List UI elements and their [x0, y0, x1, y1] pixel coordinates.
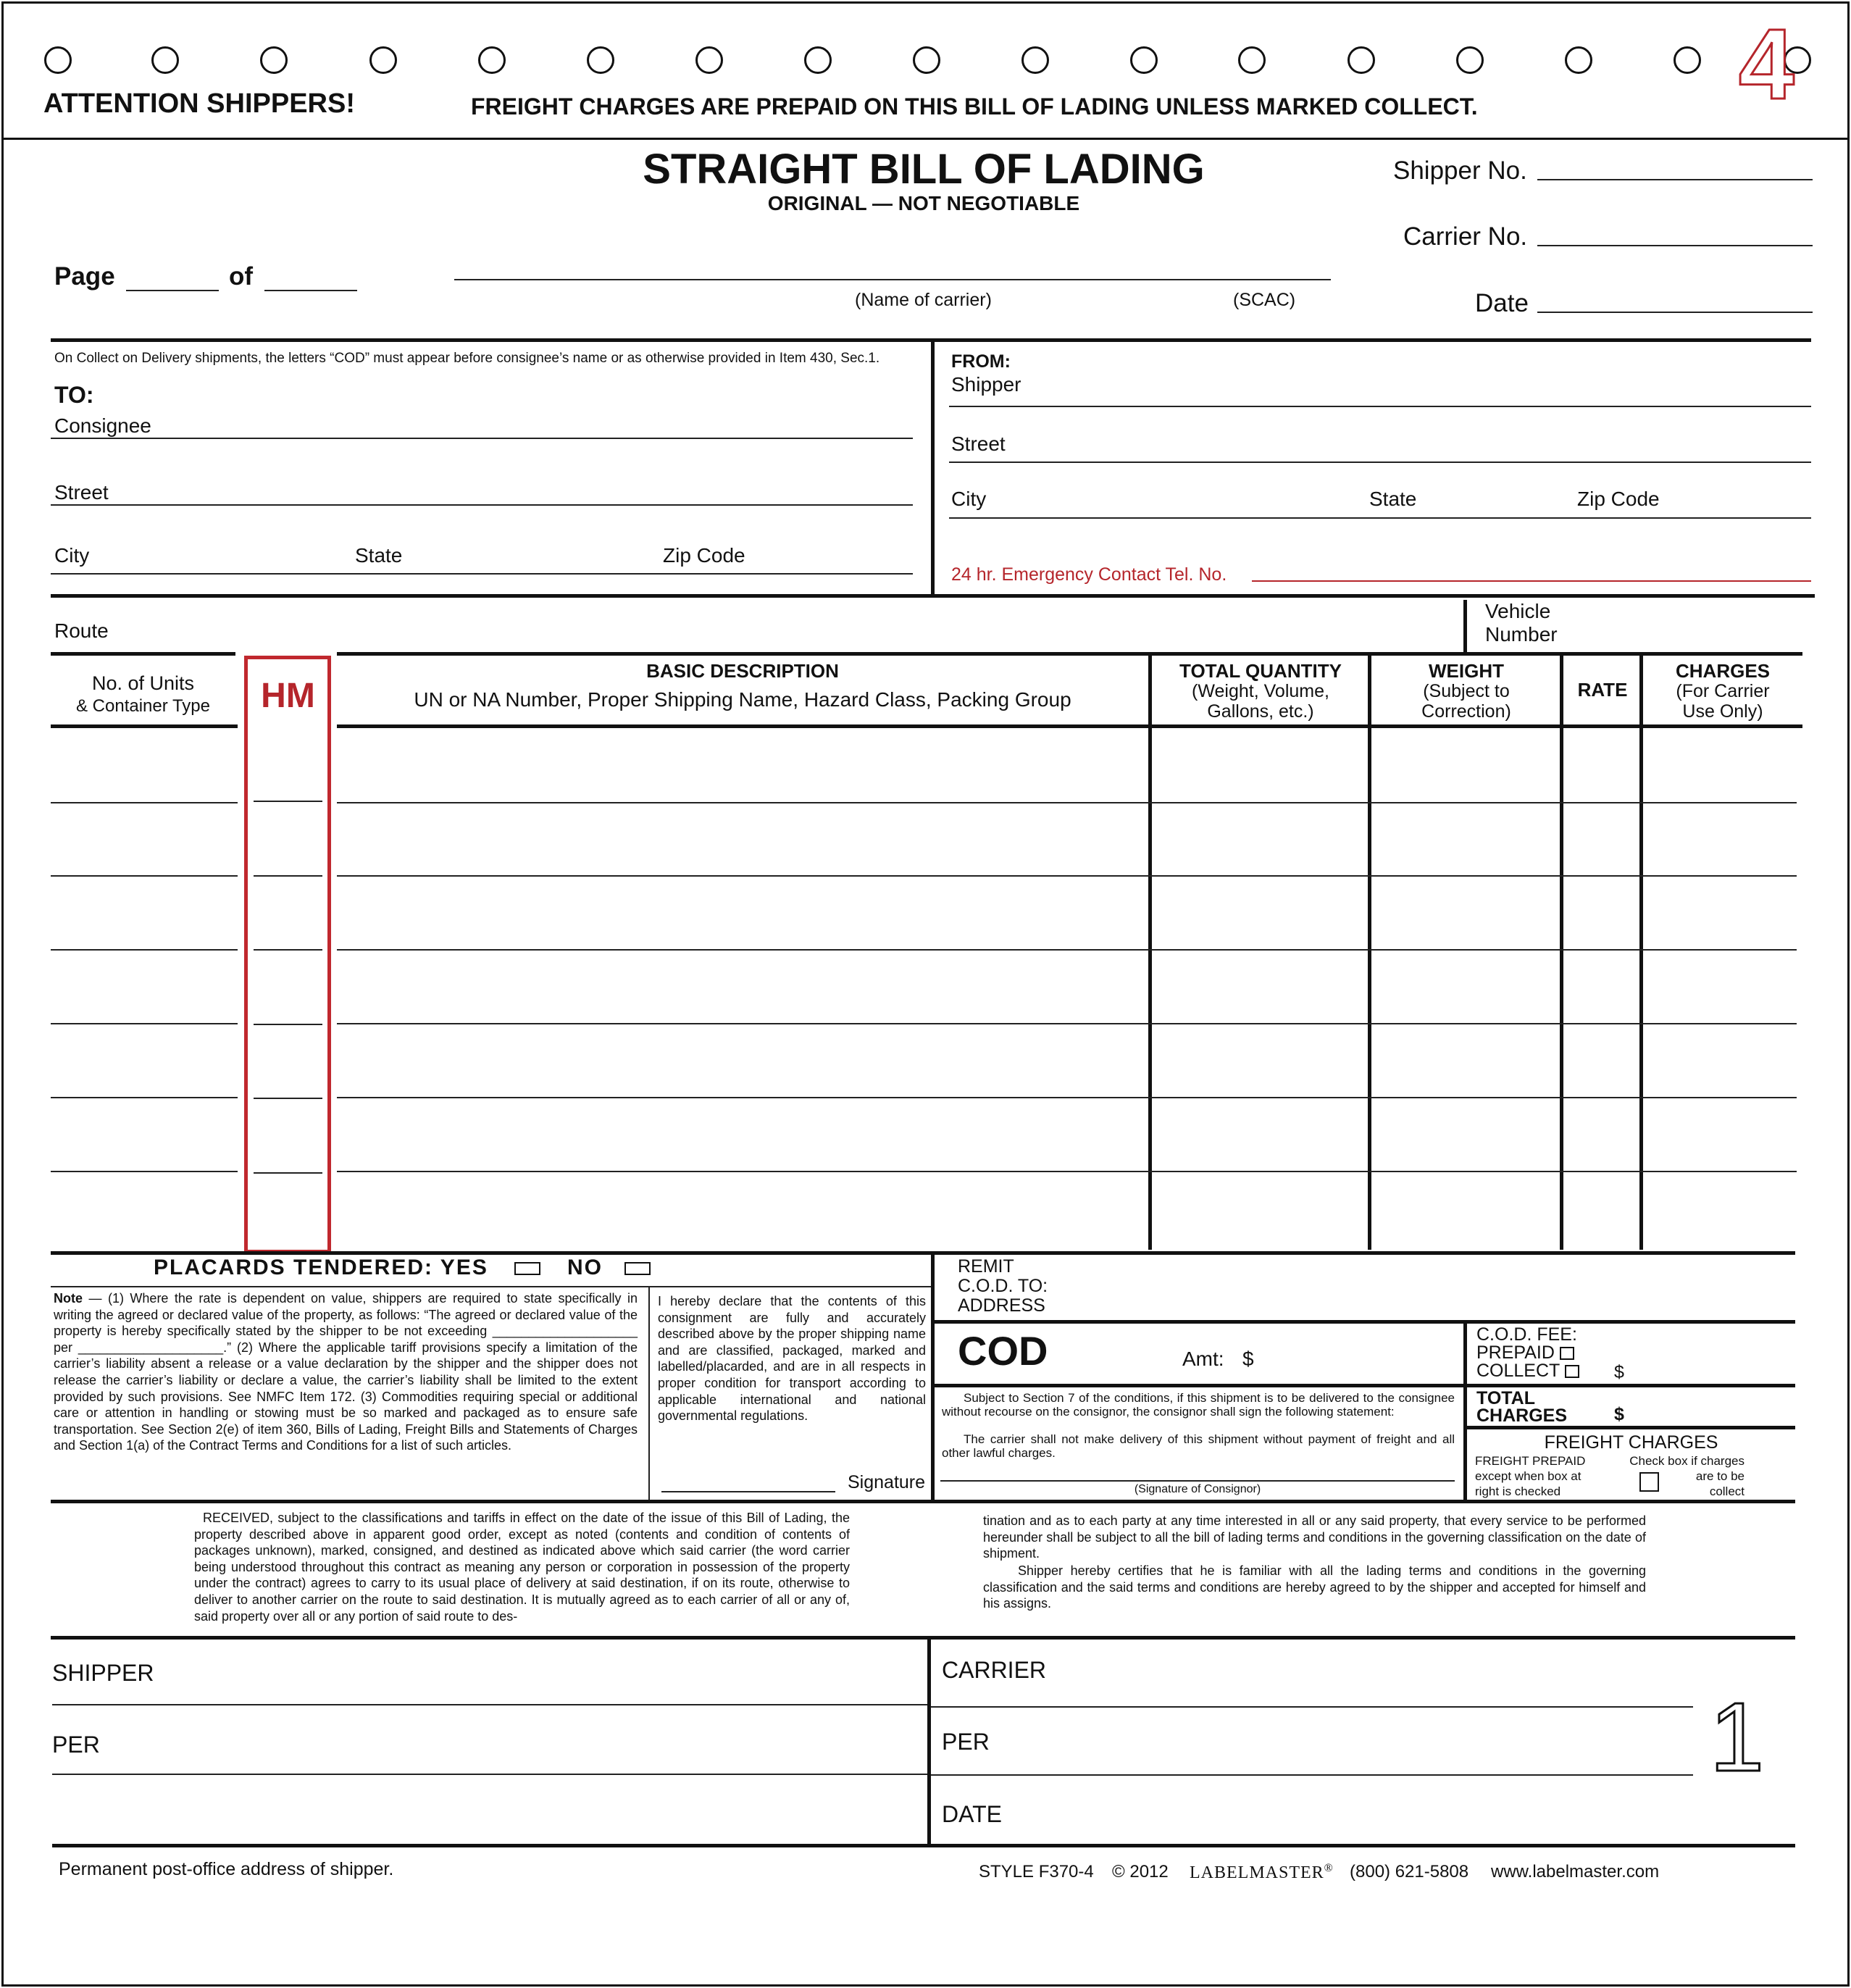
row-hm-line — [254, 875, 322, 877]
to-street-field[interactable] — [51, 504, 913, 506]
document-title: STRAIGHT BILL OF LADING — [643, 146, 1205, 193]
cod-collect-label: COLLECT — [1476, 1361, 1560, 1381]
carrier-date-label: DATE — [942, 1801, 1002, 1827]
route-label: Route — [54, 619, 109, 642]
consignee-field[interactable] — [51, 438, 913, 439]
from-shipper-field[interactable] — [949, 406, 1811, 407]
carrier-name-caption: (Name of carrier) — [855, 290, 992, 310]
charges-header-line2: (For Carrier — [1676, 681, 1770, 701]
placards-label: PLACARDS TENDERED: YES — [154, 1256, 488, 1279]
row-units-line — [51, 949, 238, 951]
cod-collect-row — [1476, 1362, 1579, 1380]
to-city-state-zip-field[interactable] — [51, 573, 913, 575]
shipper-signature-label: SHIPPER — [52, 1660, 154, 1686]
weight-header-line3: Correction) — [1421, 701, 1511, 722]
from-state-label: State — [1369, 488, 1417, 510]
shipper-per-field[interactable] — [52, 1774, 927, 1775]
row-units-line — [51, 1097, 238, 1098]
header-bottom-rule-main — [337, 724, 1802, 728]
binding-hole-icon — [1238, 46, 1266, 74]
cod-collect-checkbox[interactable] — [1565, 1365, 1579, 1378]
carrier-signature-field[interactable] — [931, 1706, 1693, 1708]
cod-fee-label: C.O.D. FEE: — [1476, 1324, 1577, 1345]
route-top-rule — [51, 594, 1815, 598]
cod-section-bottom-rule — [51, 1500, 1795, 1503]
address-divider — [931, 338, 935, 598]
carrier-signature-label: CARRIER — [942, 1657, 1047, 1683]
to-street-label: Street — [54, 481, 109, 504]
row-units-line — [51, 1171, 238, 1172]
date-label: Date — [1475, 289, 1529, 317]
carrier-per-label: PER — [942, 1729, 990, 1755]
check-box-line3: collect — [1709, 1484, 1745, 1498]
table-bottom-rule — [51, 1251, 1795, 1255]
carrier-no-field[interactable] — [1537, 245, 1813, 246]
charges-header-line3: Use Only) — [1682, 701, 1763, 722]
cod-prepaid-checkbox[interactable] — [1560, 1347, 1574, 1360]
freight-prepaid-line1: FREIGHT PREPAID — [1475, 1454, 1586, 1468]
remit-bottom-rule — [933, 1320, 1795, 1324]
from-city-state-zip-field[interactable] — [949, 517, 1811, 519]
check-box-line2: are to be — [1695, 1469, 1745, 1483]
received-contract-right-2: Shipper hereby certifies that he is familiar with all the lading terms and conditions in the governing classification and the said terms and conditions are hereby agreed to by the shipper and accepted for himself and his assigns. — [983, 1563, 1646, 1611]
to-label: TO: — [54, 382, 94, 408]
placards-no-label: NO — [567, 1256, 603, 1279]
section7-statement: Subject to Section 7 of the conditions, if this shipment is to be delivered to the consignee without recourse on the consignor, the consignor shall sign the following statement: — [942, 1391, 1455, 1419]
row-units-line — [51, 875, 238, 877]
shipper-signature-field[interactable] — [52, 1704, 927, 1705]
consignor-signature-field[interactable] — [940, 1480, 1455, 1482]
document-subtitle: ORIGINAL — NOT NEGOTIABLE — [767, 192, 1080, 214]
signature-bottom-rule — [52, 1844, 1795, 1847]
cod-fee-dollar: $ — [1614, 1362, 1624, 1382]
table-top-rule-main — [337, 652, 1802, 656]
consignee-label: Consignee — [54, 414, 151, 437]
tariff-note-text: — (1) Where the rate is dependent on value, shippers are required to state specifically in writing the agreed or declared value of the property, as follows: “The agreed or declared value of the property is hereby specifically stated by the shipper to be not exceeding ____________________ per ____________________.” (2) Where the applicable tariff provisions specify a limitation of the carrier’s liability absent a release or a value declaration by the shipper and the shipper does not release the carrier’s liability or declare a value, the carrier’s liability shall be limited to the extent provided by such provisions. See NMFC Item 172. (3) Commodities requiring special or additional care or attention in handling or stowing must be so marked and packaged as to ensure safe transportation. See Section 2(e) of item 360, Bills of Lading, Freight Bills and Statements of Charges and Section 1(a) of the Contract Terms and Conditions for a list of such articles. — [54, 1291, 638, 1453]
col-divider-charges — [1639, 652, 1643, 1250]
page-number-field[interactable] — [126, 290, 219, 291]
from-city-label: City — [951, 488, 987, 510]
remit-label-line3: ADDRESS — [958, 1295, 1045, 1316]
part-number: 1 — [1710, 1682, 1765, 1792]
carrier-per-field[interactable] — [931, 1774, 1693, 1776]
total-charges-line1: TOTAL — [1476, 1388, 1536, 1408]
weight-header-line2: (Subject to — [1423, 681, 1510, 701]
table-top-rule-units — [51, 652, 235, 656]
freight-collect-checkbox[interactable] — [1639, 1472, 1659, 1492]
cod-fee-divider — [1463, 1322, 1467, 1500]
phone-number: (800) 621-5808 — [1350, 1862, 1469, 1882]
vehicle-label-line1: Vehicle — [1485, 600, 1551, 622]
total-charges-bottom-rule — [1463, 1426, 1795, 1429]
row-hm-line — [254, 1098, 322, 1099]
cod-divider — [931, 1253, 935, 1503]
binding-hole-icon — [913, 46, 940, 74]
placards-bottom-rule — [51, 1286, 931, 1287]
page-of-label: of — [229, 262, 254, 291]
note-divider — [648, 1287, 650, 1501]
cod-prepaid-label: PREPAID — [1476, 1342, 1555, 1363]
freight-notice: FREIGHT CHARGES ARE PREPAID ON THIS BILL OF LADING UNLESS MARKED COLLECT. — [471, 93, 1478, 120]
binding-hole-icon — [44, 46, 72, 74]
website[interactable]: www.labelmaster.com — [1491, 1862, 1660, 1882]
binding-hole-icon — [587, 46, 614, 74]
placards-yes-checkbox[interactable] — [514, 1262, 540, 1275]
row-line — [337, 1097, 1797, 1098]
binding-hole-icon — [1130, 46, 1158, 74]
total-charges-dollar: $ — [1614, 1404, 1624, 1424]
registered-mark: ® — [1324, 1862, 1334, 1874]
binding-hole-icon — [804, 46, 832, 74]
col-divider-quantity — [1148, 652, 1152, 1250]
row-line — [337, 949, 1797, 951]
binding-hole-icon — [369, 46, 397, 74]
cod-amount-dollar: $ — [1242, 1348, 1254, 1370]
from-label: FROM: — [951, 351, 1011, 372]
page-label: Page — [54, 262, 115, 291]
remit-label-line2: C.O.D. TO: — [958, 1276, 1048, 1296]
header-divider — [1, 138, 1850, 140]
page-total-field[interactable] — [264, 290, 357, 291]
description-header-line2: UN or NA Number, Proper Shipping Name, Hazard Class, Packing Group — [414, 688, 1071, 711]
placards-no-checkbox[interactable] — [624, 1262, 651, 1275]
binding-hole-icon — [151, 46, 179, 74]
total-charges-line2: CHARGES — [1476, 1406, 1568, 1426]
quantity-header-line3: Gallons, etc.) — [1207, 701, 1314, 722]
header-bottom-rule-units — [51, 724, 238, 728]
received-contract-right-1: tination and as to each party at any time interested in all or any said property, that every service to be performed hereunder shall be subject to all the bill of lading terms and conditions in the governing classification on the date of shipment. — [983, 1513, 1646, 1561]
shipper-no-label: Shipper No. — [1393, 156, 1527, 185]
row-hm-line — [254, 1172, 322, 1174]
description-header-line1: BASIC DESCRIPTION — [646, 660, 839, 682]
binding-hole-icon — [478, 46, 506, 74]
vehicle-label-line2: Number — [1485, 623, 1558, 646]
tariff-note-lead: Note — [54, 1291, 83, 1306]
binding-hole-icon — [1565, 46, 1592, 74]
from-shipper-label: Shipper — [951, 373, 1021, 396]
freight-prepaid-line2: except when box at — [1475, 1469, 1582, 1483]
from-street-label: Street — [951, 433, 1006, 455]
binding-hole-icon — [1456, 46, 1484, 74]
shipper-per-label: PER — [52, 1732, 100, 1758]
row-units-line — [51, 1023, 238, 1024]
shipper-address-note: Permanent post-office address of shipper. — [59, 1859, 394, 1879]
quantity-header-line1: TOTAL QUANTITY — [1179, 660, 1342, 682]
freight-charges-heading: FREIGHT CHARGES — [1544, 1432, 1718, 1453]
copy-number: 4 — [1739, 9, 1794, 120]
row-hm-line — [254, 801, 322, 802]
freight-prepaid-line3: right is checked — [1475, 1484, 1561, 1498]
signature-top-rule — [51, 1636, 1795, 1640]
brand-name: LABELMASTER — [1190, 1863, 1324, 1882]
to-city-label: City — [54, 544, 90, 567]
scac-caption: (SCAC) — [1233, 290, 1296, 310]
quantity-header-line2: (Weight, Volume, — [1192, 681, 1329, 701]
row-line — [337, 802, 1797, 803]
no-delivery-statement: The carrier shall not make delivery of this shipment without payment of freight and all other lawful charges. — [942, 1432, 1455, 1460]
to-zip-label: Zip Code — [663, 544, 745, 567]
weight-header-line1: WEIGHT — [1429, 660, 1504, 682]
copyright: © 2012 — [1112, 1862, 1169, 1882]
units-header-line2: & Container Type — [75, 696, 210, 716]
col-divider-rate — [1560, 652, 1563, 1250]
shipper-declaration: I hereby declare that the contents of this consignment are fully and accurately described above by the proper shipping name and are classified, packaged, marked and labelled/placarded, and are in all respects in proper condition for transport according to applicable international and national governmental regulations. — [658, 1294, 926, 1424]
brand-logo — [1190, 1862, 1334, 1883]
row-line — [337, 1171, 1797, 1172]
row-units-line — [51, 802, 238, 803]
charges-header-line1: CHARGES — [1675, 660, 1770, 682]
row-line — [337, 1023, 1797, 1024]
cod-prepaid-row — [1476, 1344, 1574, 1362]
cod-bottom-rule — [933, 1384, 1795, 1387]
to-state-label: State — [355, 544, 403, 567]
consignor-signature-caption: (Signature of Consignor) — [1134, 1483, 1261, 1495]
cod-note: On Collect on Delivery shipments, the letters “COD” must appear before consignee’s name or as otherwise provided in Item 430, Sec.1. — [54, 351, 880, 366]
check-box-line1: Check box if charges — [1629, 1454, 1745, 1468]
declaration-signature-label: Signature — [848, 1472, 926, 1492]
rate-header: RATE — [1577, 679, 1628, 701]
emergency-contact-field[interactable] — [1252, 580, 1811, 582]
binding-hole-icon — [1021, 46, 1049, 74]
from-zip-label: Zip Code — [1577, 488, 1660, 510]
tariff-note — [54, 1290, 638, 1454]
binding-hole-icon — [1674, 46, 1701, 74]
attention-heading: ATTENTION SHIPPERS! — [43, 88, 355, 119]
binding-hole-icon — [695, 46, 723, 74]
remit-label-line1: REMIT — [958, 1256, 1014, 1277]
from-street-field[interactable] — [949, 462, 1811, 463]
row-hm-line — [254, 1024, 322, 1025]
hm-header: HM — [261, 677, 315, 715]
cod-amount-label: Amt: — [1182, 1348, 1224, 1370]
row-line — [337, 875, 1797, 877]
carrier-name-field[interactable] — [454, 279, 1331, 280]
shipper-no-field[interactable] — [1537, 179, 1813, 180]
signature-divider — [927, 1639, 931, 1845]
col-divider-weight — [1368, 652, 1371, 1250]
date-field[interactable] — [1537, 312, 1813, 313]
binding-hole-icon — [1347, 46, 1375, 74]
emergency-contact-label: 24 hr. Emergency Contact Tel. No. — [951, 564, 1227, 585]
cod-label: COD — [958, 1328, 1048, 1374]
received-contract-left: RECEIVED, subject to the classifications and tariffs in effect on the date of the issue of this Bill of Lading, the property described above in apparent good order, except as noted (contents and condition of contents of packages unknown), marked, consigned, and destined as indicated above which said carrier (the word carrier being understood throughout this contract as meaning any person or corporation in possession of the property under the contract) agrees to carry to its usual place of delivery at said destination, if on its route, otherwise to deliver to another carrier on the route to said destination. It is mutually agreed as to each carrier of all or any of, said property over all or any portion of said route to des- — [194, 1511, 850, 1624]
declaration-signature-field[interactable] — [661, 1491, 835, 1492]
style-number: STYLE F370-4 — [979, 1862, 1094, 1882]
units-header-line1: No. of Units — [91, 672, 195, 694]
binding-hole-icon — [260, 46, 288, 74]
hm-column — [244, 656, 331, 1253]
vehicle-divider — [1463, 600, 1467, 653]
carrier-no-label: Carrier No. — [1403, 222, 1528, 251]
row-hm-line — [254, 949, 322, 951]
